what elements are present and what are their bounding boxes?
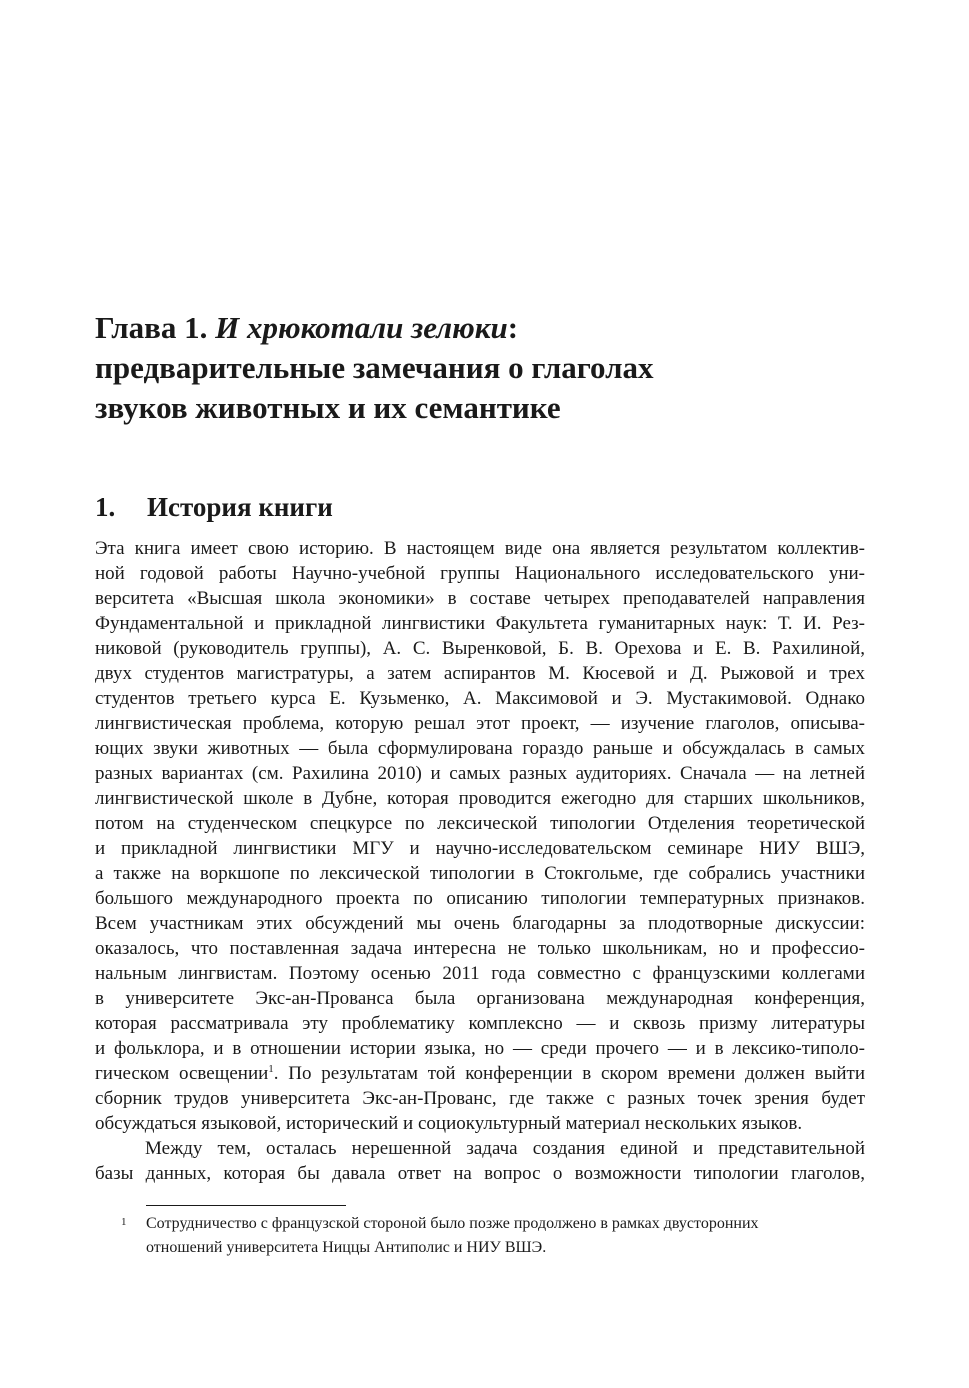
body-line: лингвистической школе в Дубне, которая проводится ежегодно для старших школьников, bbox=[95, 788, 865, 809]
body-line-text: гическом освещении bbox=[95, 1063, 269, 1084]
section-heading bbox=[95, 489, 333, 525]
chapter-title-line-2: предварительные замечания о глаголах bbox=[95, 350, 654, 385]
chapter-title-line-1 bbox=[95, 308, 875, 348]
section-number: 1. bbox=[95, 492, 116, 522]
body-line: и прикладной лингвистики МГУ и научно-исследовательском семинаре НИУ ВШЭ, bbox=[95, 838, 865, 859]
chapter-title-colon: : bbox=[507, 310, 519, 345]
body-line: большого международного проекта по описанию типологии температурных признаков. bbox=[95, 888, 865, 909]
body-line: сборник трудов университета Экс-ан-Прованс, где также с разных точек зрения будет bbox=[95, 1088, 865, 1109]
body-text bbox=[95, 536, 865, 1186]
body-line: а также на воркшопе по лексической типологии в Стокгольме, где собрались участники bbox=[95, 863, 865, 884]
body-line: студентов третьего курса Е. Кузьменко, А. Максимовой и Э. Мустакимовой. Однако bbox=[95, 688, 865, 709]
body-line: Эта книга имеет свою историю. В настоящем виде она является результатом коллектив- bbox=[95, 538, 865, 559]
body-line: никовой (руководитель группы), А. С. Выренковой, Б. В. Орехова и Е. В. Рахилиной, bbox=[95, 638, 865, 659]
body-line: оказалось, что поставленная задача интересна не только школьникам, но и профессио- bbox=[95, 938, 865, 959]
body-line: в университете Экс-ан-Прованса была организована международная конференция, bbox=[95, 988, 865, 1009]
body-line-with-footnote bbox=[95, 1061, 865, 1086]
body-line: разных вариантах (см. Рахилина 2010) и самых разных аудиториях. Сначала — на летней bbox=[95, 763, 865, 784]
paragraph-2-line: базы данных, которая бы давала ответ на вопрос о возможности типологии глаголов, bbox=[95, 1163, 865, 1184]
footnote-separator bbox=[146, 1205, 346, 1206]
body-line-text: . По результатам той конференции в скором времени должен выйти bbox=[273, 1063, 865, 1084]
footnote-reference[interactable]: 1 bbox=[268, 1063, 274, 1075]
footnote-line: Сотрудничество с французской стороной было позже продолжено в рамках двусторонних bbox=[146, 1215, 759, 1232]
body-line: которая рассматривала эту проблематику комплексно — и сквозь призму литературы bbox=[95, 1013, 865, 1034]
body-line: ющих звуки животных — была сформулирована гораздо раньше и обсуждалась в самых bbox=[95, 738, 865, 759]
body-line: нальным лингвистам. Поэтому осенью 2011 года совместно с французскими коллегами bbox=[95, 963, 865, 984]
body-line: ной годовой работы Научно-учебной группы Национального исследовательского уни- bbox=[95, 563, 865, 584]
body-line: лингвистическая проблема, которую решал этот проект, — изучение глаголов, описыва- bbox=[95, 713, 865, 734]
chapter-title bbox=[95, 308, 875, 428]
body-line: обсуждаться языковой, исторический и социокультурный материал нескольких языков. bbox=[95, 1113, 803, 1134]
body-line: Всем участникам этих обсуждений мы очень благодарны за плодотворные дискуссии: bbox=[95, 913, 865, 934]
body-line: потом на студенческом спецкурсе по лексической типологии Отделения теоретической bbox=[95, 813, 865, 834]
chapter-label: Глава 1. bbox=[95, 310, 216, 345]
footnote-text bbox=[146, 1212, 865, 1260]
footnote-number: 1 bbox=[121, 1216, 127, 1228]
body-line: двух студентов магистратуры, а затем аспирантов М. Кюсевой и Д. Рыжовой и трех bbox=[95, 663, 865, 684]
footnote-line: отношений университета Ниццы Антиполис и НИУ ВШЭ. bbox=[146, 1239, 547, 1256]
paragraph-2-line: Между тем, осталась нерешенной задача создания единой и представительной bbox=[145, 1138, 865, 1159]
section-title: История книги bbox=[147, 492, 333, 522]
body-line: Фундаментальной и прикладной лингвистики Факультета гуманитарных наук: Т. И. Рез- bbox=[95, 613, 865, 634]
body-line: верситета «Высшая школа экономики» в составе четырех преподавателей направления bbox=[95, 588, 865, 609]
chapter-title-italic: И хрюкотали зелюки bbox=[215, 310, 508, 345]
body-line: и фольклора, и в отношении истории языка, но — среди прочего — и в лексико-типоло- bbox=[95, 1038, 865, 1059]
chapter-title-line-3: звуков животных и их семантике bbox=[95, 390, 561, 425]
